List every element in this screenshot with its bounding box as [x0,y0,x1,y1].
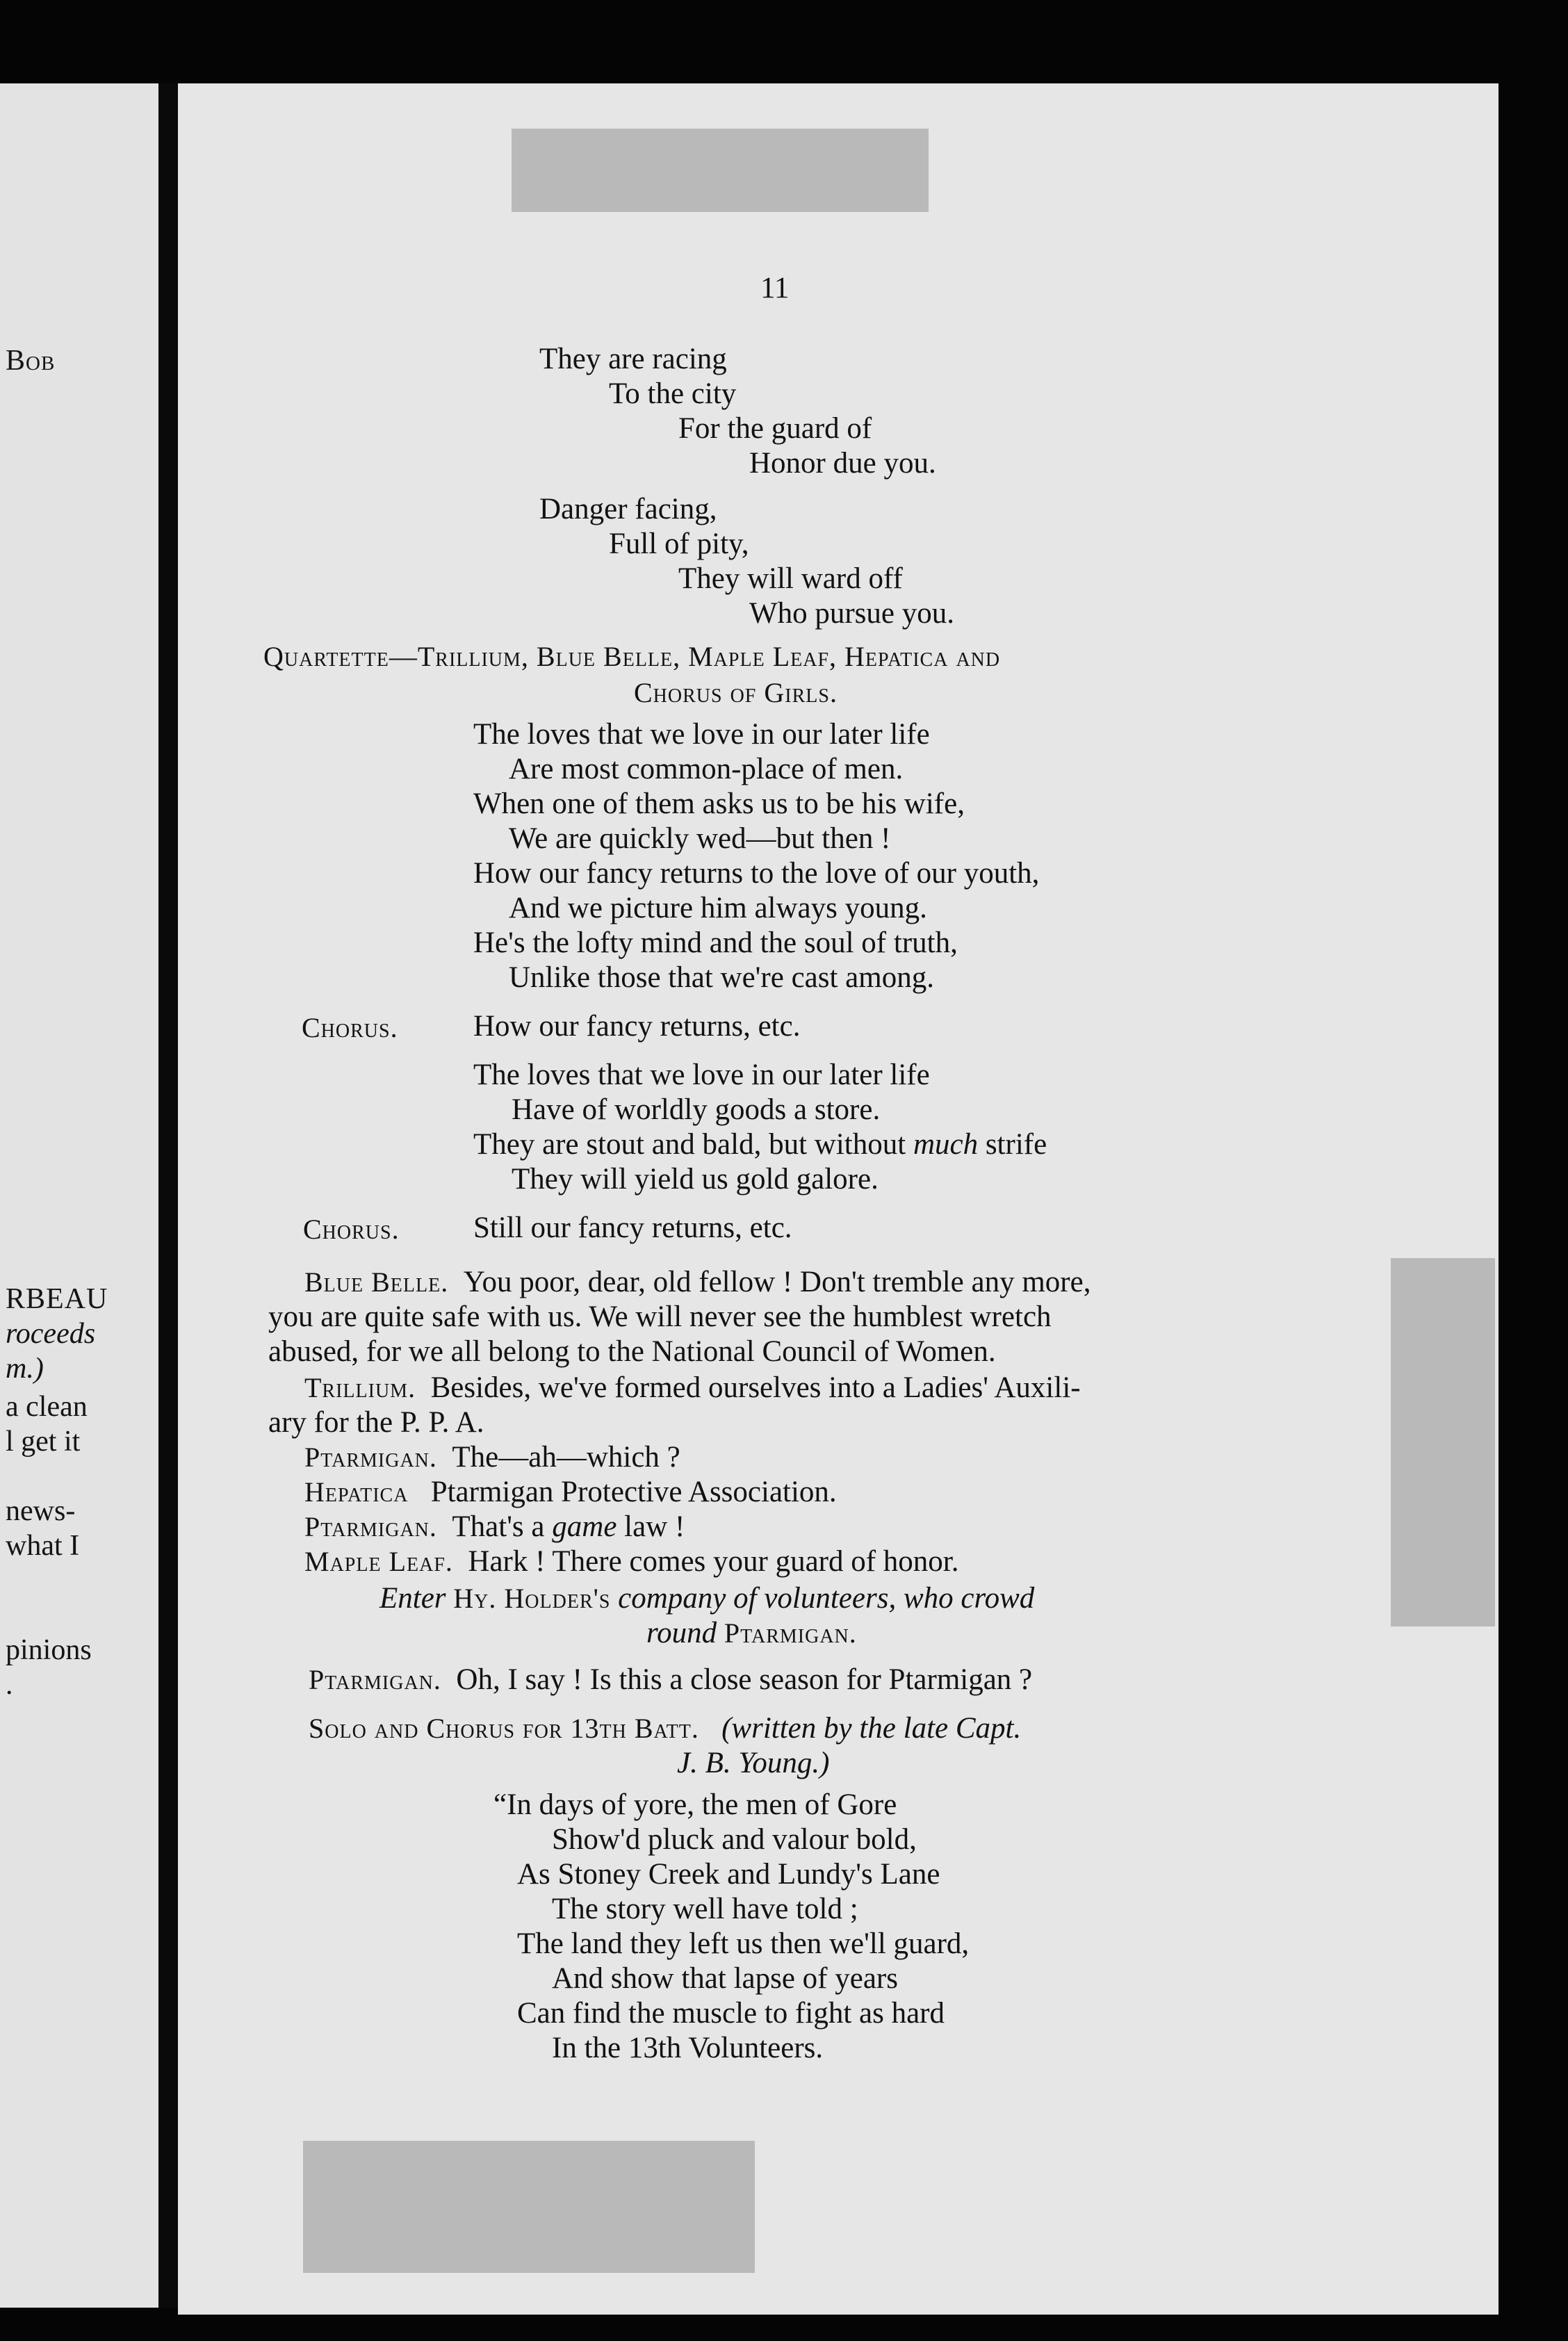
verse-text: They are stout and bald, but without [473,1128,913,1161]
left-page-line: a clean [6,1391,88,1423]
verse-line: When one of them asks us to be his wife, [473,788,965,820]
verse-line: The land they left us then we'll guard, [517,1927,970,1960]
dialogue-line [304,1510,685,1544]
verse-line: Have of worldly goods a store. [512,1093,881,1126]
verse-line: And show that lapse of years [552,1962,898,1995]
verse-line: As Stoney Creek and Lundy's Lane [517,1858,940,1891]
verse-line: In the 13th Volunteers. [552,2032,824,2064]
verse-line: They will ward off [678,562,903,595]
speaker-ptarmigan: Ptarmigan. [309,1664,441,1695]
left-page-line: roceeds [6,1318,96,1350]
speaker-chorus: Chorus. [302,1012,398,1043]
dialogue-line [309,1663,1032,1697]
emphasis-text: much [913,1128,979,1161]
verse-text: strife [978,1128,1047,1161]
verse-line: The loves that we love in our later life [473,718,930,751]
stage-direction-text: Enter [379,1582,446,1615]
speech-text: Oh, I say ! Is this a close season for Ptarmigan ? [456,1663,1033,1696]
page-number: 11 [760,272,790,304]
left-page-line: m.) [6,1353,44,1385]
verse-line: “In days of yore, the men of Gore [493,1788,897,1821]
book-page [178,83,1498,2315]
verse-line: Unlike those that we're cast among. [509,961,934,994]
dialogue-line: ary for the P. P. A. [268,1406,484,1439]
verse-line: Are most common-place of men. [509,753,904,785]
speaker-hepatica: Hepatica [304,1476,409,1508]
stage-direction [379,1581,1034,1616]
verse-line: They will yield us gold galore. [512,1163,879,1196]
left-page-line: . [6,1669,13,1701]
verse-line: How our fancy returns to the love of our youth, [473,857,1040,890]
verse-line: Can find the muscle to fight as hard [517,1997,945,2030]
character-name: Hy. Holder's [453,1583,611,1614]
section-heading [309,1711,1021,1746]
speaker-ptarmigan: Ptarmigan. [304,1442,437,1473]
speech-text: The—ah—which ? [452,1441,680,1474]
verse-line: Danger facing, [539,493,717,525]
left-page-line: Bob [6,345,56,377]
dialogue-line [304,1371,1081,1405]
left-page-line: RBEAU [6,1283,108,1315]
verse-line: We are quickly wed—but then ! [509,822,891,855]
section-heading-continued: Chorus of Girls. [634,677,838,708]
emphasis-text: game [552,1510,617,1543]
stage-direction [646,1616,857,1651]
verse-line: He's the lofty mind and the soul of truth, [473,927,958,959]
previous-page-fragment [0,83,161,2308]
left-page-line: l get it [6,1426,81,1458]
verse-line: They are racing [539,343,727,375]
verse-line: Full of pity, [609,528,749,560]
speaker-blue-belle: Blue Belle. [304,1266,449,1298]
verse-line: The story well have told ; [552,1893,858,1925]
speech-text: law ! [616,1510,685,1543]
dialogue-line [304,1475,837,1510]
verse-line: For the guard of [678,412,872,445]
verse-line: And we picture him always young. [509,892,927,924]
dialogue-line [304,1544,959,1579]
verse-line: Show'd pluck and valour bold, [552,1823,917,1856]
chorus-line: How our fancy returns, etc. [473,1010,801,1043]
verse-line [473,1127,1047,1162]
speech-text: Besides, we've formed ourselves into a Ladies' Auxili- [430,1371,1081,1404]
tape-mark-top [512,129,929,212]
speaker-trillium: Trillium. [304,1372,416,1403]
left-page-line: pinions [6,1634,92,1666]
left-page-line: what I [6,1530,80,1562]
verse-line: To the city [609,377,737,410]
section-heading: Quartette—Trillium, Blue Belle, Maple Leaf, Hepatica and [263,641,1001,672]
verse-line: The loves that we love in our later life [473,1059,930,1091]
speech-text: Hark ! There comes your guard of honor. [468,1545,959,1578]
dialogue-line: you are quite safe with us. We will never see the humblest wretch [268,1300,1052,1333]
verse-line: Honor due you. [749,447,936,480]
speaker-ptarmigan: Ptarmigan. [304,1511,437,1542]
verse-line: Who pursue you. [749,597,954,630]
solo-heading: Solo and Chorus for 13th Batt. [309,1713,699,1744]
dialogue-line: abused, for we all belong to the National Council of Women. [268,1335,996,1368]
dialogue-line [304,1265,1091,1300]
chorus-line: Still our fancy returns, etc. [473,1212,792,1244]
tape-mark-bottom [303,2141,755,2273]
speech-text: That's a [452,1510,553,1543]
speech-text: Ptarmigan Protective Association. [430,1476,837,1508]
speaker-maple-leaf: Maple Leaf. [304,1546,453,1577]
character-name: Ptarmigan. [724,1617,857,1649]
left-page-line: news- [6,1495,76,1527]
author-note: J. B. Young.) [677,1747,830,1779]
tape-mark-right [1391,1258,1495,1626]
stage-direction-text: round [646,1617,717,1649]
speaker-chorus: Chorus. [303,1214,400,1245]
author-note: (written by the late Capt. [721,1712,1022,1745]
dialogue-line [304,1440,680,1475]
stage-direction-text: company of volunteers, who crowd [618,1582,1035,1615]
speech-text: You poor, dear, old fellow ! Don't tremble any more, [463,1266,1091,1298]
